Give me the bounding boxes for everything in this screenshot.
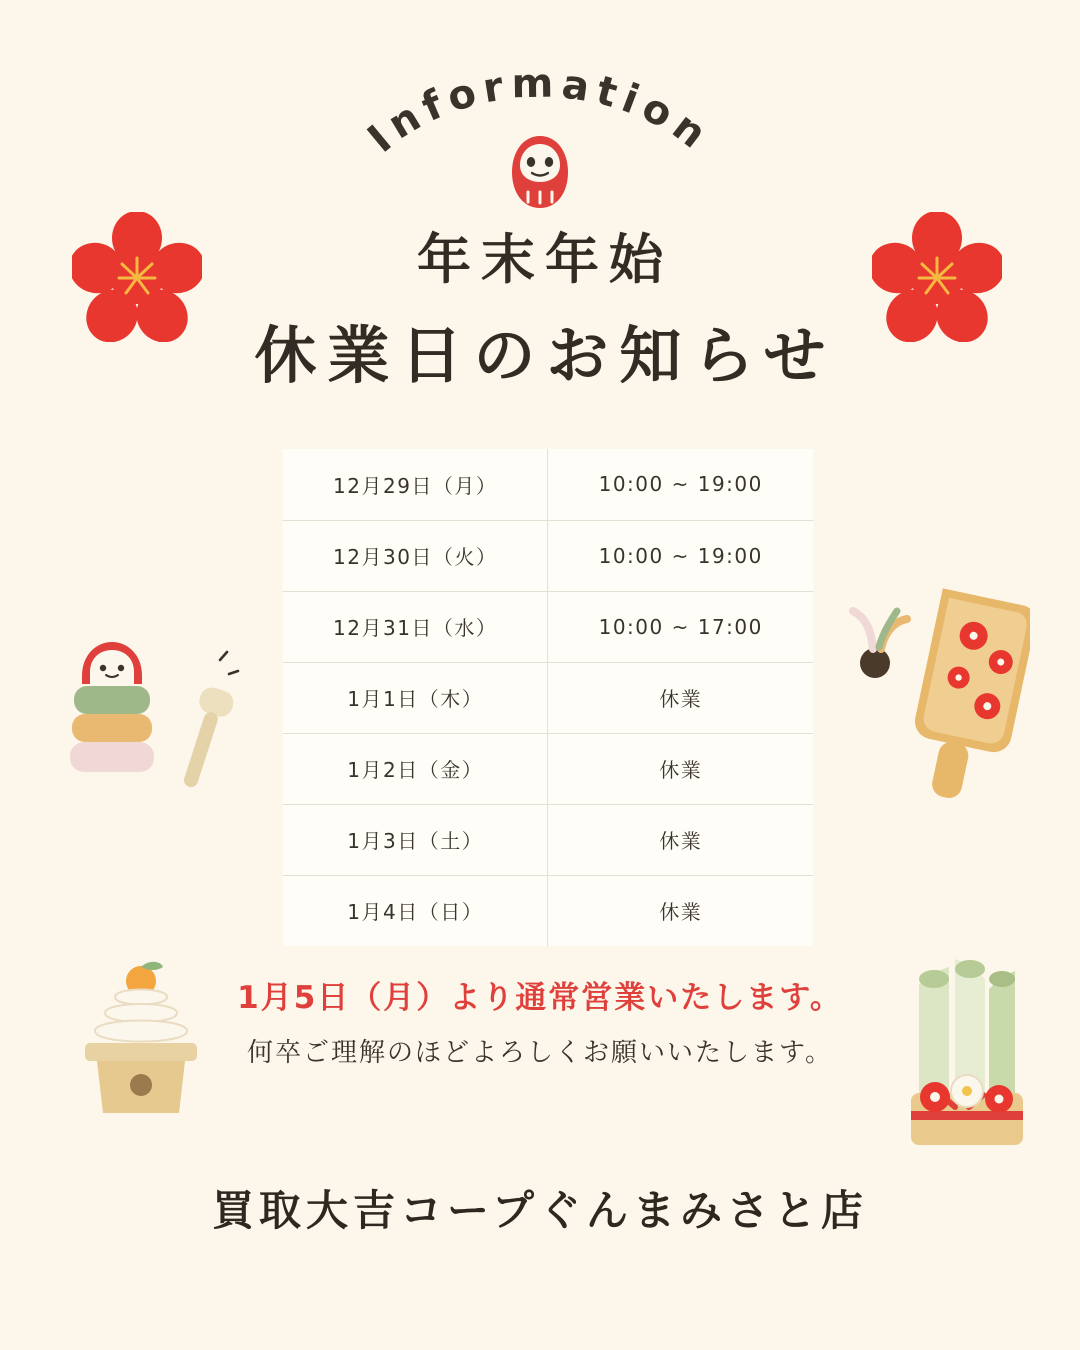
reopen-note: 1月5日（月）より通常営業いたします。 [237,980,843,1016]
row-hours: 休業 [548,804,813,875]
schedule-table-body [283,449,813,946]
row-date: 12月29日（月） [283,449,548,520]
plum-blossom-icon [72,212,202,342]
apology-note: 何卒ご理解のほどよろしくお願いいたします。 [247,1038,833,1068]
row-hours: 10:00 ~ 17:00 [548,591,813,662]
heading-line-2: 休業日のお知らせ [254,319,837,393]
row-hours: 休業 [548,733,813,804]
row-hours: 10:00 ~ 19:00 [548,520,813,591]
row-date: 1月1日（木） [283,662,548,733]
table-row [283,804,813,875]
row-date: 1月3日（土） [283,804,548,875]
row-hours: 休業 [548,662,813,733]
shop-name: 買取大吉コープぐんまみさと店 [212,1186,868,1235]
row-hours: 10:00 ~ 19:00 [548,449,813,520]
daruma-icon [500,132,580,212]
row-date: 1月2日（金） [283,733,548,804]
heading-line-1: 年末年始 [417,228,673,291]
plum-blossom-icon [872,212,1002,342]
row-hours: 休業 [659,900,703,925]
table-row [283,449,813,520]
row-date: 1月4日（日） [283,875,548,946]
table-row [283,520,813,591]
kagami-mochi-icon [52,630,242,810]
row-date: 12月31日（水） [283,591,548,662]
arc-title-text: Information [359,60,720,162]
hagoita-icon [845,575,1030,810]
table-row [283,875,813,946]
table-row [283,733,813,804]
table-row [283,662,813,733]
schedule-table [283,449,813,946]
row-date: 12月30日（火） [283,520,548,591]
table-row [283,591,813,662]
